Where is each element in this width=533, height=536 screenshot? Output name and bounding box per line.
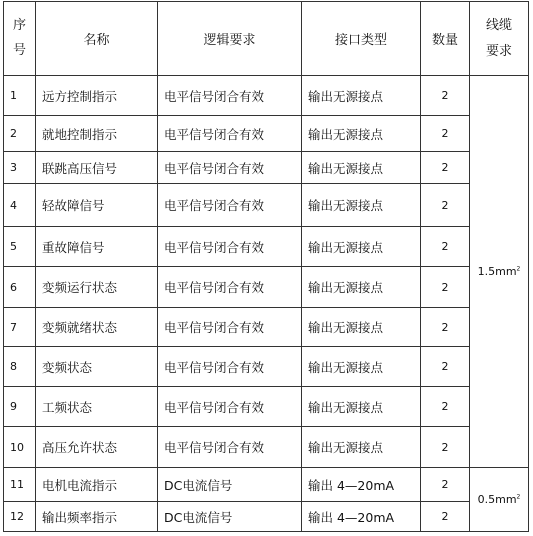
row-qty: 2 — [421, 468, 470, 502]
row-number: 5 — [4, 227, 36, 267]
row-logic: 电平信号闭合有效 — [158, 227, 302, 267]
row-logic: 电平信号闭合有效 — [158, 116, 302, 152]
header-row — [4, 2, 529, 76]
row-interface: 输出 4—20mA — [302, 468, 421, 502]
header-cable-line2: 要求 — [485, 43, 512, 59]
row-name: 远方控制指示 — [36, 76, 158, 116]
row-qty: 2 — [421, 227, 470, 267]
row-number: 9 — [4, 387, 36, 427]
row-interface: 输出无源接点 — [302, 184, 421, 227]
row-qty: 2 — [421, 152, 470, 184]
row-logic: DC电流信号 — [158, 502, 302, 532]
row-qty: 2 — [421, 308, 470, 347]
row-interface: 输出无源接点 — [302, 76, 421, 116]
row-name: 变频状态 — [36, 347, 158, 387]
table-row — [4, 427, 529, 468]
table-row — [4, 227, 529, 267]
cable-spec-1-sup: 2 — [516, 265, 521, 273]
row-qty: 2 — [421, 347, 470, 387]
table-row — [4, 116, 529, 152]
table-row — [4, 468, 529, 502]
header-seq-line2: 号 — [12, 42, 26, 58]
row-name: 变频就绪状态 — [36, 308, 158, 347]
table-row — [4, 267, 529, 308]
row-qty: 2 — [421, 427, 470, 468]
row-interface: 输出无源接点 — [302, 308, 421, 347]
header-seq-line1: 序 — [12, 17, 26, 33]
row-interface: 输出无源接点 — [302, 427, 421, 468]
row-name: 输出频率指示 — [36, 502, 158, 532]
row-name: 高压允许状态 — [36, 427, 158, 468]
cable-spec-1-value: 1.5mm — [477, 265, 517, 278]
row-logic: 电平信号闭合有效 — [158, 308, 302, 347]
header-logic: 逻辑要求 — [158, 2, 302, 76]
row-name: 电机电流指示 — [36, 468, 158, 502]
table-row — [4, 76, 529, 116]
row-number: 8 — [4, 347, 36, 387]
row-logic: DC电流信号 — [158, 468, 302, 502]
header-interface: 接口类型 — [302, 2, 421, 76]
signal-table — [3, 1, 529, 532]
row-number: 3 — [4, 152, 36, 184]
row-number: 1 — [4, 76, 36, 116]
header-seq — [4, 2, 36, 76]
row-qty: 2 — [421, 502, 470, 532]
row-interface: 输出无源接点 — [302, 387, 421, 427]
table-row — [4, 347, 529, 387]
row-number: 2 — [4, 116, 36, 152]
row-logic: 电平信号闭合有效 — [158, 76, 302, 116]
header-cable — [470, 2, 529, 76]
row-qty: 2 — [421, 184, 470, 227]
row-number: 7 — [4, 308, 36, 347]
row-number: 6 — [4, 267, 36, 308]
row-interface: 输出无源接点 — [302, 152, 421, 184]
row-name: 工频状态 — [36, 387, 158, 427]
table-row — [4, 308, 529, 347]
cable-spec-2 — [470, 468, 529, 532]
header-qty: 数量 — [421, 2, 470, 76]
row-qty: 2 — [421, 267, 470, 308]
row-logic: 电平信号闭合有效 — [158, 427, 302, 468]
row-logic: 电平信号闭合有效 — [158, 387, 302, 427]
table-row — [4, 152, 529, 184]
row-number: 12 — [4, 502, 36, 532]
header-name: 名称 — [36, 2, 158, 76]
cable-spec-2-value: 0.5mm — [477, 493, 517, 506]
header-cable-line1: 线缆 — [485, 17, 512, 33]
row-name: 重故障信号 — [36, 227, 158, 267]
row-interface: 输出无源接点 — [302, 267, 421, 308]
row-qty: 2 — [421, 387, 470, 427]
cable-spec-2-sup: 2 — [516, 493, 521, 501]
row-logic: 电平信号闭合有效 — [158, 152, 302, 184]
row-number: 10 — [4, 427, 36, 468]
row-name: 变频运行状态 — [36, 267, 158, 308]
row-qty: 2 — [421, 116, 470, 152]
row-interface: 输出 4—20mA — [302, 502, 421, 532]
row-name: 联跳高压信号 — [36, 152, 158, 184]
row-number: 4 — [4, 184, 36, 227]
table-row — [4, 184, 529, 227]
row-name: 就地控制指示 — [36, 116, 158, 152]
row-name: 轻故障信号 — [36, 184, 158, 227]
row-number: 11 — [4, 468, 36, 502]
row-logic: 电平信号闭合有效 — [158, 347, 302, 387]
row-logic: 电平信号闭合有效 — [158, 184, 302, 227]
table-row — [4, 502, 529, 532]
row-qty: 2 — [421, 76, 470, 116]
row-interface: 输出无源接点 — [302, 347, 421, 387]
row-interface: 输出无源接点 — [302, 116, 421, 152]
table-row — [4, 387, 529, 427]
cable-spec-1 — [470, 76, 529, 468]
row-logic: 电平信号闭合有效 — [158, 267, 302, 308]
row-interface: 输出无源接点 — [302, 227, 421, 267]
